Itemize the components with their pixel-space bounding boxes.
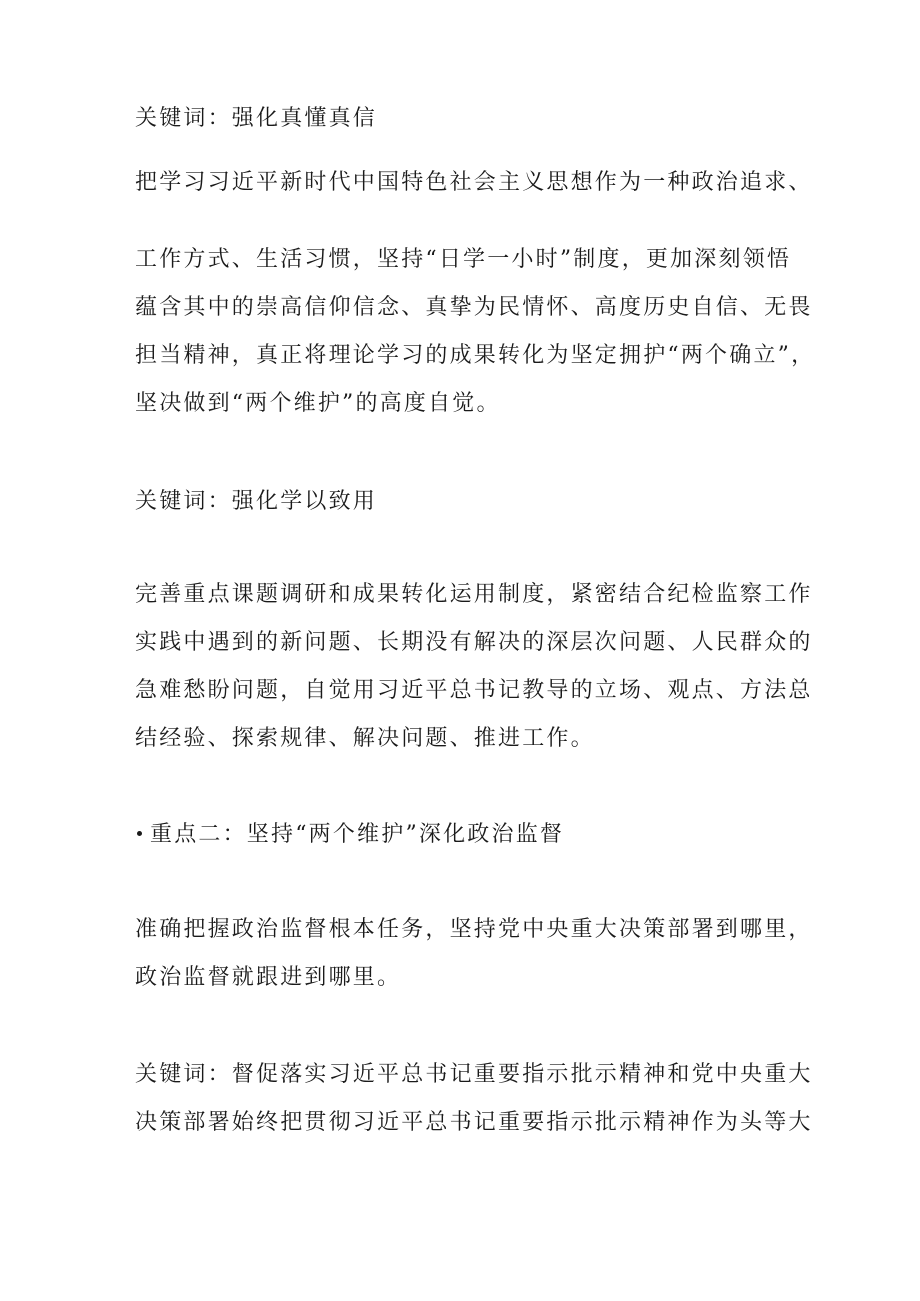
paragraph-1-line-1: 把学习习近平新时代中国特色社会主义思想作为一种政治追求、 bbox=[135, 170, 813, 195]
paragraph-2-line-3: 急难愁盼问题，自觉用习近平总书记教导的立场、观点、方法总 bbox=[135, 678, 813, 703]
keyword-heading-2: 关键词：强化学以致用 bbox=[135, 489, 378, 514]
paragraph-1-line-2: 工作方式、生活习惯，坚持“日学一小时”制度，更加深刻领悟 bbox=[135, 247, 792, 272]
point-heading-2-text: 重点二：坚持“两个维护”深化政治监督 bbox=[150, 822, 565, 847]
paragraph-1-line-4: 担当精神，真正将理论学习的成果转化为坚定拥护“两个确立”， bbox=[135, 343, 816, 368]
bullet-dot-icon bbox=[137, 831, 142, 836]
paragraph-2-line-2: 实践中遇到的新问题、长期没有解决的深层次问题、人民群众的 bbox=[135, 630, 813, 655]
paragraph-3-line-1: 准确把握政治监督根本任务，坚持党中央重大决策部署到哪里， bbox=[135, 917, 813, 942]
paragraph-4-line-2: 决策部署始终把贯彻习近平总书记重要指示批示精神作为头等大 bbox=[135, 1110, 813, 1135]
paragraph-3-line-2: 政治监督就跟进到哪里。 bbox=[135, 965, 402, 990]
paragraph-1-line-3: 蕴含其中的崇高信仰信念、真挚为民情怀、高度历史自信、无畏 bbox=[135, 295, 813, 320]
keyword-heading-1: 关键词：强化真懂真信 bbox=[135, 106, 378, 131]
paragraph-1-line-5: 坚决做到“两个维护”的高度自觉。 bbox=[135, 391, 501, 416]
point-heading-2 bbox=[135, 820, 564, 850]
paragraph-2-line-1: 完善重点课题调研和成果转化运用制度，紧密结合纪检监察工作 bbox=[135, 582, 813, 607]
paragraph-4-line-1: 关键词：督促落实习近平总书记重要指示批示精神和党中央重大 bbox=[135, 1062, 813, 1087]
paragraph-2-line-4: 结经验、探索规律、解决问题、推进工作。 bbox=[135, 726, 595, 751]
